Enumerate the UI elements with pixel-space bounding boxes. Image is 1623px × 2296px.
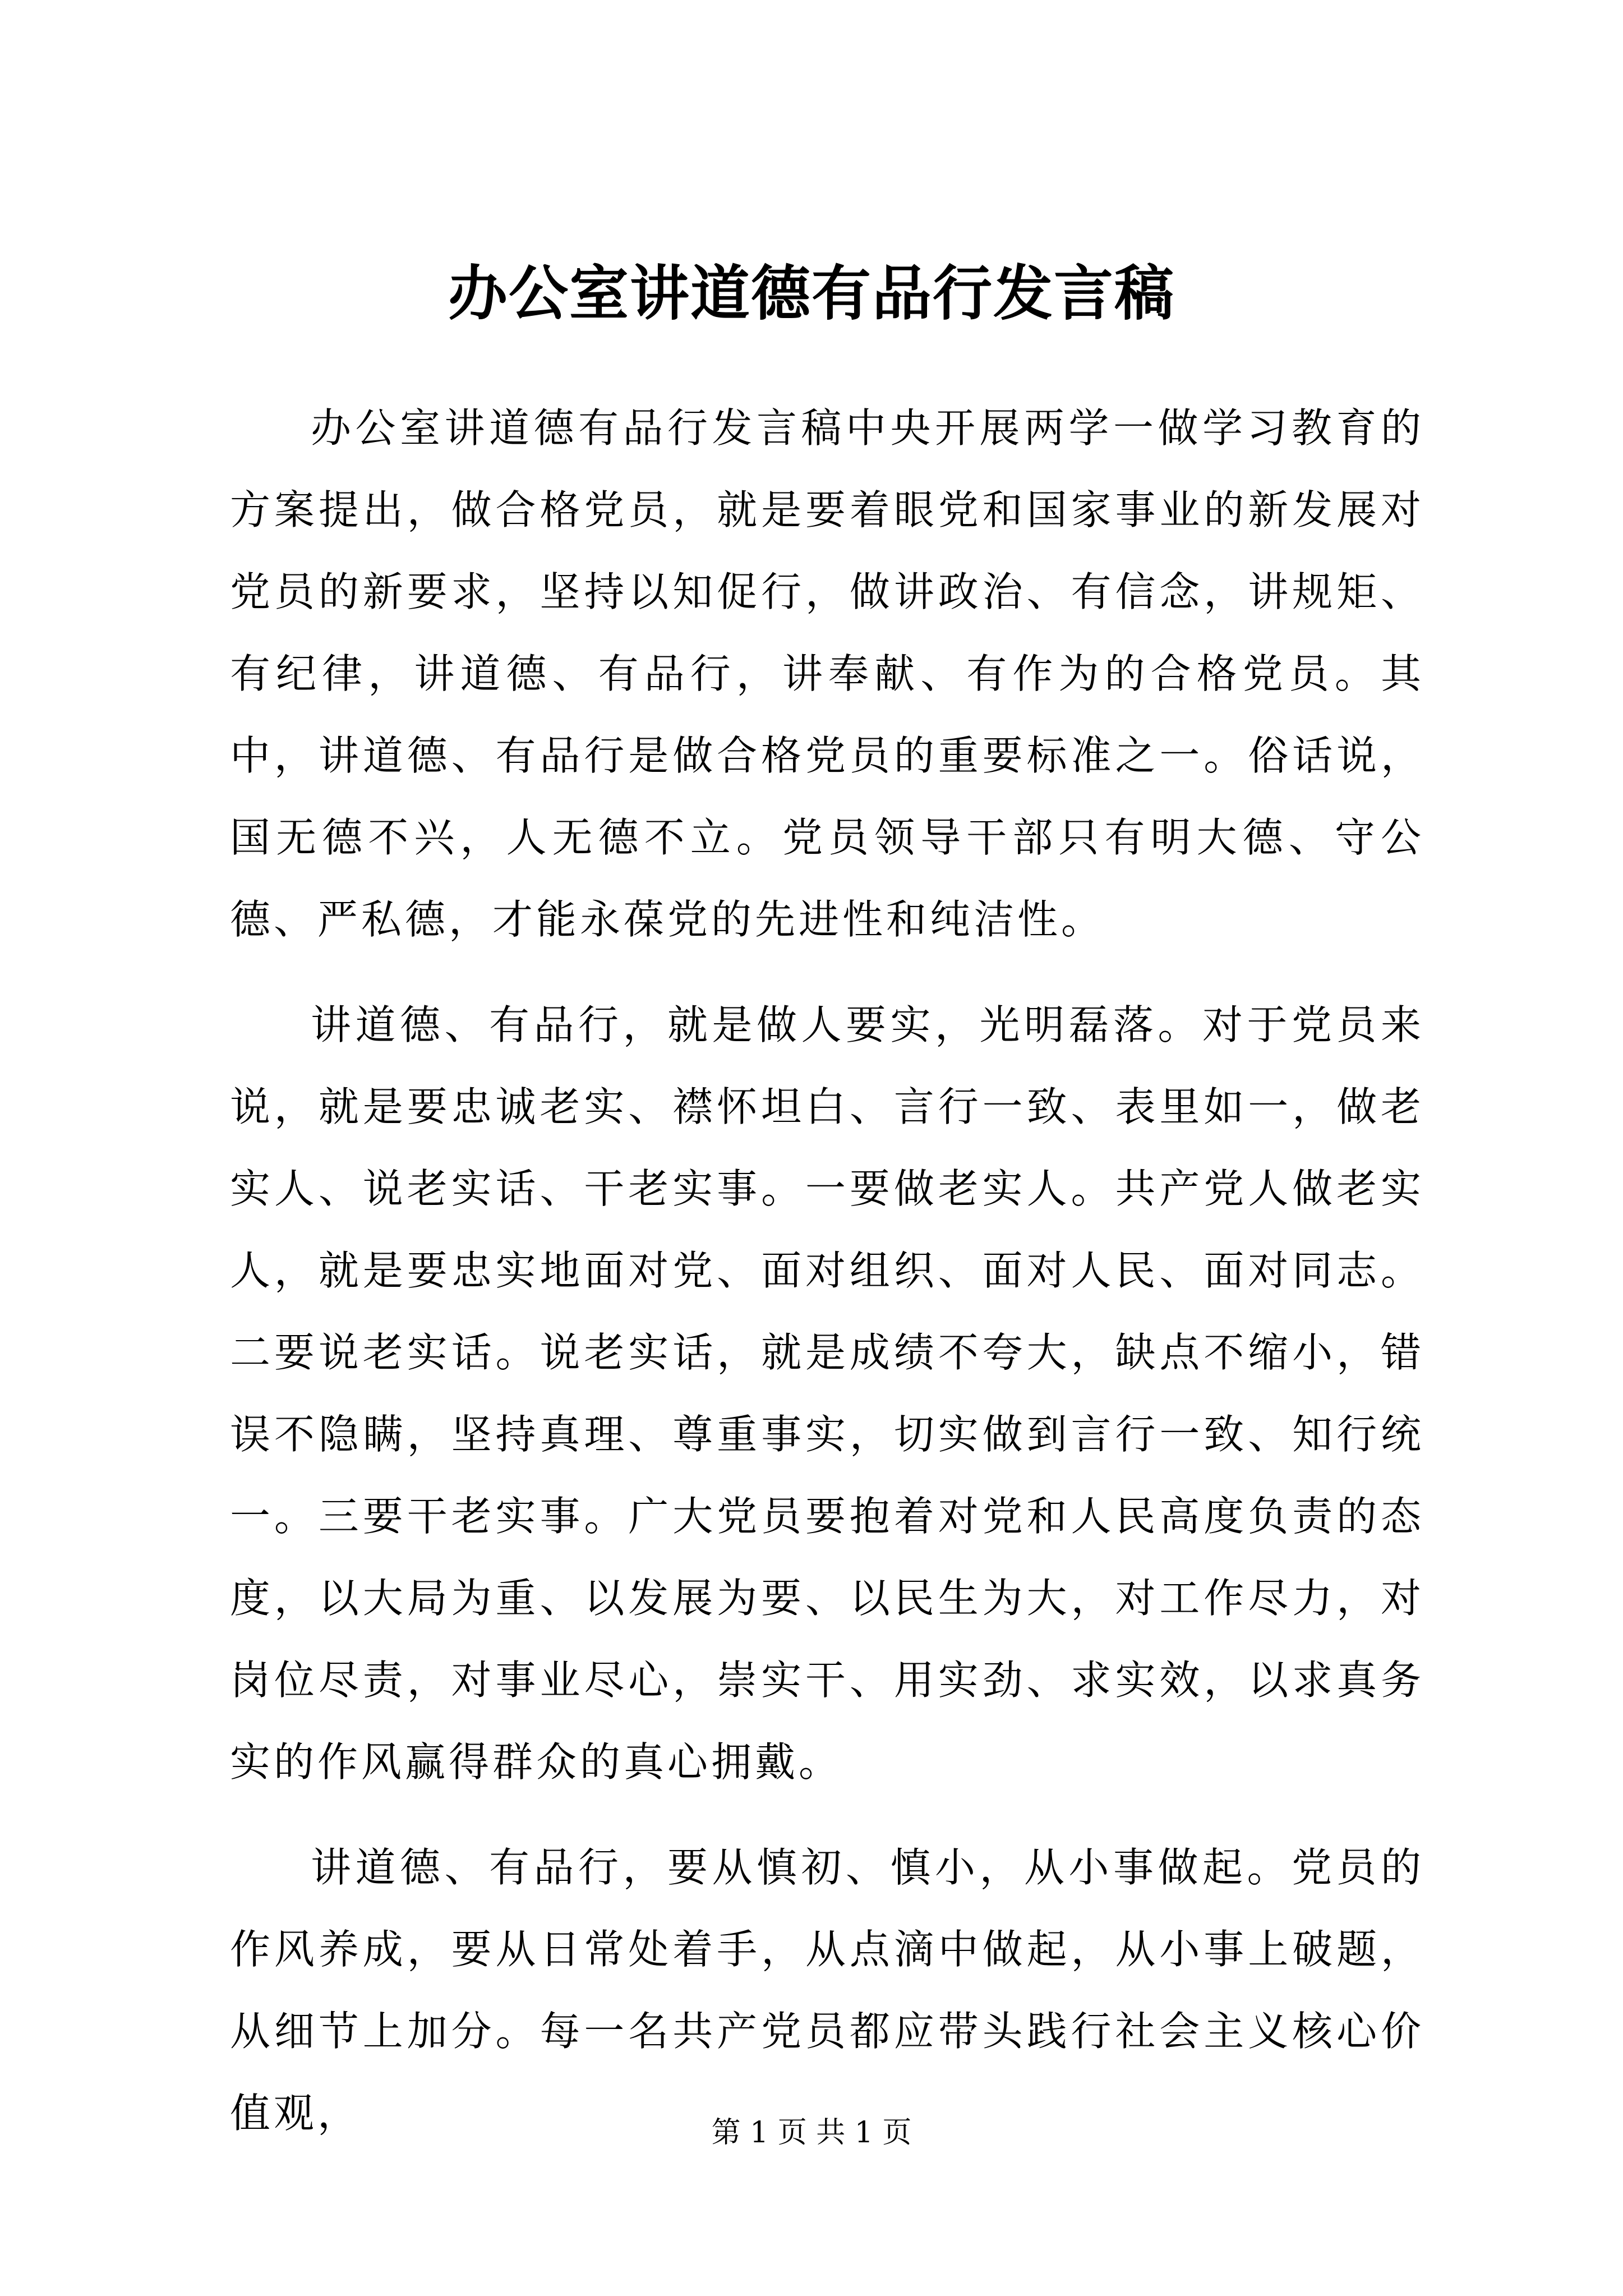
document-body [230,387,1424,2154]
paragraph-1: 办公室讲道德有品行发言稿中央开展两学一做学习教育的方案提出，做合格党员，就是要着眼党和国家事业的新发展对党员的新要求，坚持以知促行，做讲政治、有信念，讲规矩、有纪律，讲道德、有品行，讲奉献、有作为的合格党员。其中，讲道德、有品行是做合格党员的重要标准之一。俗话说，国无德不兴，人无德不立。党员领导干部只有明大德、守公德、严私德，才能永葆党的先进性和纯洁性。 [230,404,1424,943]
paragraph-2: 讲道德、有品行，就是做人要实，光明磊落。对于党员来说，就是要忠诚老实、襟怀坦白、言行一致、表里如一，做老实人、说老实话、干老实事。一要做老实人。共产党人做老实人，就是要忠实地面对党、面对组织、面对人民、面对同志。二要说老实话。说老实话，就是成绩不夸大，缺点不缩小，错误不隐瞒，坚持真理、尊重事实，切实做到言行一致、知行统一。三要干老实事。广大党员要抱着对党和人民高度负责的态度，以大局为重、以发展为要、以民生为大，对工作尽力，对岗位尽责，对事业尽心，崇实干、用实劲、求实效，以求真务实的作风赢得群众的真心拥戴。 [230,1001,1424,1786]
paragraph-3: 讲道德、有品行，要从慎初、慎小，从小事做起。党员的作风养成，要从日常处着手，从点滴中做起，从小事上破题，从细节上加分。每一名共产党员都应带头践行社会主义核心价值观， [230,1844,1424,2137]
document-title: 办公室讲道德有品行发言稿 [448,258,1175,328]
page-number-footer: 第 1 页 共 1 页 [711,2116,912,2150]
